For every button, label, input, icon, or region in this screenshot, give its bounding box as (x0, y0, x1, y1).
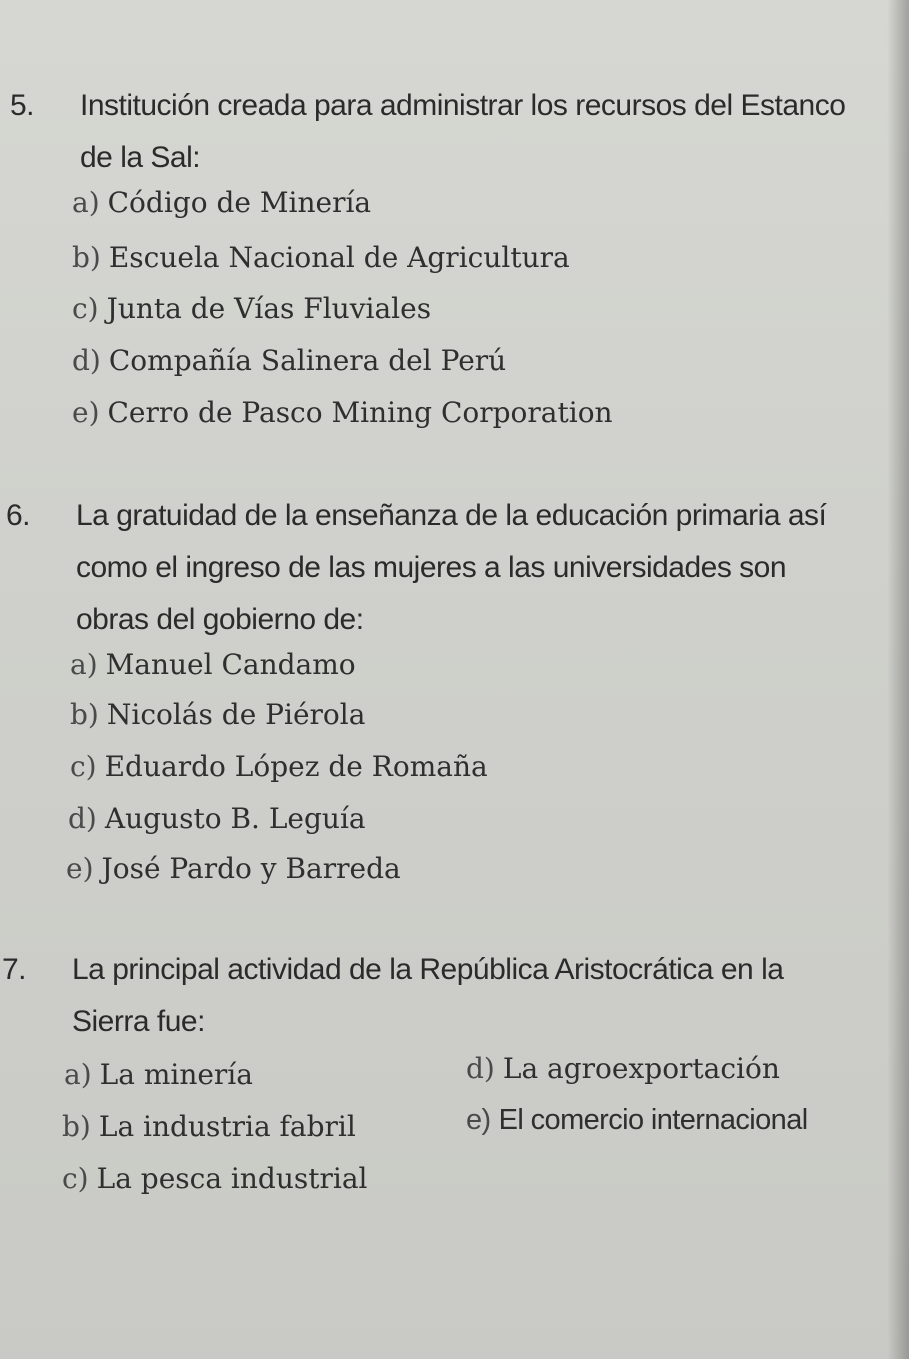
question-6-option-a[interactable] (70, 648, 356, 681)
option-text: La minería (99, 1058, 253, 1091)
question-number: 5. (10, 89, 35, 122)
option-letter: d) (68, 802, 97, 835)
question-5-option-b[interactable] (72, 241, 570, 274)
page-edge-shadow (887, 0, 909, 1359)
option-text: Código de Minería (107, 186, 372, 219)
option-letter: a) (64, 1058, 92, 1091)
question-text: Institución creada para administrar los recursos del Estanco de la Sal: (80, 89, 846, 174)
question-6-option-d[interactable] (68, 802, 366, 835)
option-text: Nicolás de Piérola (106, 698, 366, 731)
question-5-stem (10, 80, 860, 184)
option-letter: c) (62, 1162, 89, 1195)
option-letter: d) (466, 1052, 495, 1085)
question-6-option-b[interactable] (70, 698, 365, 731)
question-6-stem (6, 490, 866, 646)
question-6-option-e[interactable] (66, 852, 401, 885)
question-7-stem (2, 944, 862, 1048)
option-letter: b) (72, 241, 101, 274)
question-number: 6. (6, 499, 31, 532)
option-text: La industria fabril (98, 1110, 356, 1143)
question-5-option-d[interactable] (72, 344, 506, 377)
question-7-option-b[interactable] (62, 1110, 356, 1143)
option-text: José Pardo y Barreda (101, 852, 401, 885)
option-letter: a) (72, 186, 100, 219)
option-text: Compañía Salinera del Perú (108, 344, 507, 377)
option-letter: d) (72, 344, 101, 377)
question-7-option-c[interactable] (62, 1162, 368, 1195)
option-letter: e) (72, 396, 100, 429)
option-letter: b) (62, 1110, 91, 1143)
question-text: La principal actividad de la República Aristocrática en la Sierra fue: (72, 953, 784, 1038)
question-5-option-e[interactable] (72, 396, 613, 429)
option-text: La pesca industrial (96, 1162, 368, 1195)
question-text: La gratuidad de la enseñanza de la educación primaria así como el ingreso de las mujeres a las universidades son obras del gobierno de: (76, 499, 827, 636)
option-text: Manuel Candamo (105, 648, 356, 681)
option-letter: e) (66, 852, 94, 885)
option-letter: c) (70, 750, 97, 783)
option-text: El comercio internacional (498, 1104, 808, 1136)
option-letter: a) (70, 648, 98, 681)
option-text: Cerro de Pasco Mining Corporation (107, 396, 613, 429)
question-5-option-a[interactable] (72, 186, 371, 219)
option-letter: e) (466, 1104, 491, 1136)
question-7-option-e[interactable] (466, 1104, 808, 1137)
question-7-option-d[interactable] (466, 1052, 780, 1085)
option-text: Escuela Nacional de Agricultura (108, 241, 570, 274)
question-7-option-a[interactable] (64, 1058, 253, 1091)
question-6-option-c[interactable] (70, 750, 488, 783)
option-text: La agroexportación (502, 1052, 780, 1085)
option-text: Augusto B. Leguía (104, 802, 366, 835)
option-letter: b) (70, 698, 99, 731)
question-number: 7. (2, 953, 27, 986)
option-letter: c) (72, 292, 99, 325)
question-5-option-c[interactable] (72, 292, 431, 325)
option-text: Junta de Vías Fluviales (106, 292, 432, 325)
option-text: Eduardo López de Romaña (104, 750, 488, 783)
